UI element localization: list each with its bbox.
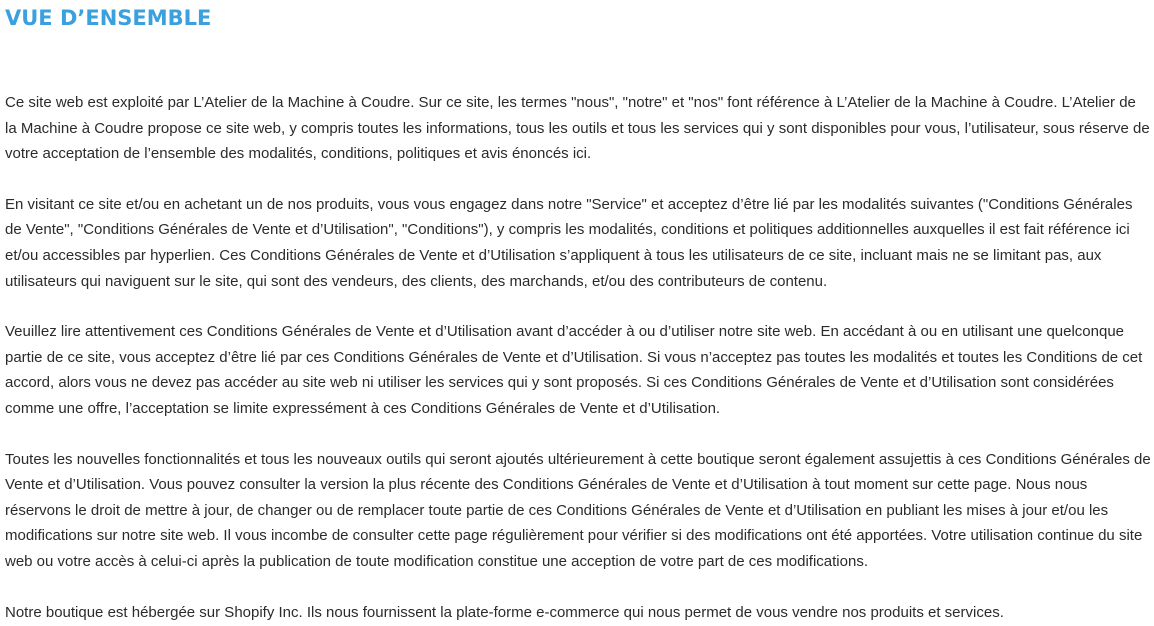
paragraph-intro: Ce site web est exploité par L’Atelier de la Machine à Coudre. Sur ce site, les termes "nous", "notre" et "nos" font référence à L’Atelier de la Machine à Coudre. L’Atelier de la Machine à Coudre propose ce site web, y compris toutes les informations, tous les outils et tous les services qui y sont disponibles pour vous, l’utilisateur, sous réserve de votre acceptation de l’ensemble des modalités, conditions, politiques et avis énoncés ici.: [5, 94, 1150, 163]
paragraph-hosting: Notre boutique est hébergée sur Shopify Inc. Ils nous fournissent la plate-forme e-commerce qui nous permet de vous vendre nos produits et services.: [5, 603, 1004, 621]
paragraph-service: En visitant ce site et/ou en achetant un de nos produits, vous vous engagez dans notre "Service" et acceptez d’être lié par les modalités suivantes ("Conditions Générales de Vente", "Conditions Générales de Vente et d’Utilisation", "Conditions"), y compris les modalités, conditions et politiques additionnelles auxquelles il est fait référence ici et/ou accessibles par hyperlien. Ces Conditions Générales de Vente et d’Utilisation s’appliquent à tous les utilisateurs de ce site, incluant mais ne se limitant pas, aux utilisateurs qui naviguent sur le site, qui sont des vendeurs, des clients, des marchands, et/ou des contributeurs de contenu.: [5, 195, 1133, 290]
terms-content: [5, 90, 1151, 625]
paragraph-read-carefully: Veuillez lire attentivement ces Conditions Générales de Vente et d’Utilisation avant d’accéder à ou d’utiliser notre site web. En accédant à ou en utilisant une quelconque partie de ce site, vous acceptez d’être lié par ces Conditions Générales de Vente et d’Utilisation. Si vous n’acceptez pas toutes les modalités et toutes les Conditions de cet accord, alors vous ne devez pas accéder au site web ni utiliser les services qui y sont proposés. Si ces Conditions Générales de Vente et d’Utilisation sont considérées comme une offre, l’acceptation se limite expressément à ces Conditions Générales de Vente et d’Utilisation.: [5, 323, 1143, 417]
page-title: VUE D’ENSEMBLE: [5, 6, 212, 30]
paragraph-updates: Toutes les nouvelles fonctionnalités et tous les nouveaux outils qui seront ajoutés ultérieurement à cette boutique seront également assujettis à ces Conditions Générales de Vente et d’Utilisation. Vous pouvez consulter la version la plus récente des Conditions Générales de Vente et d’Utilisation à tout moment sur cette page. Nous nous réservons le droit de mettre à jour, de changer ou de remplacer toute partie de ces Conditions Générales de Vente et d’Utilisation en publiant les mises à jour et/ou les modifications sur notre site web. Il vous incombe de consulter cette page régulièrement pour vérifier si des modifications ont été apportées. Votre utilisation continue du site web ou votre accès à celui-ci après la publication de toute modification constitue une acception de votre part de ces modifications.: [5, 450, 1151, 570]
